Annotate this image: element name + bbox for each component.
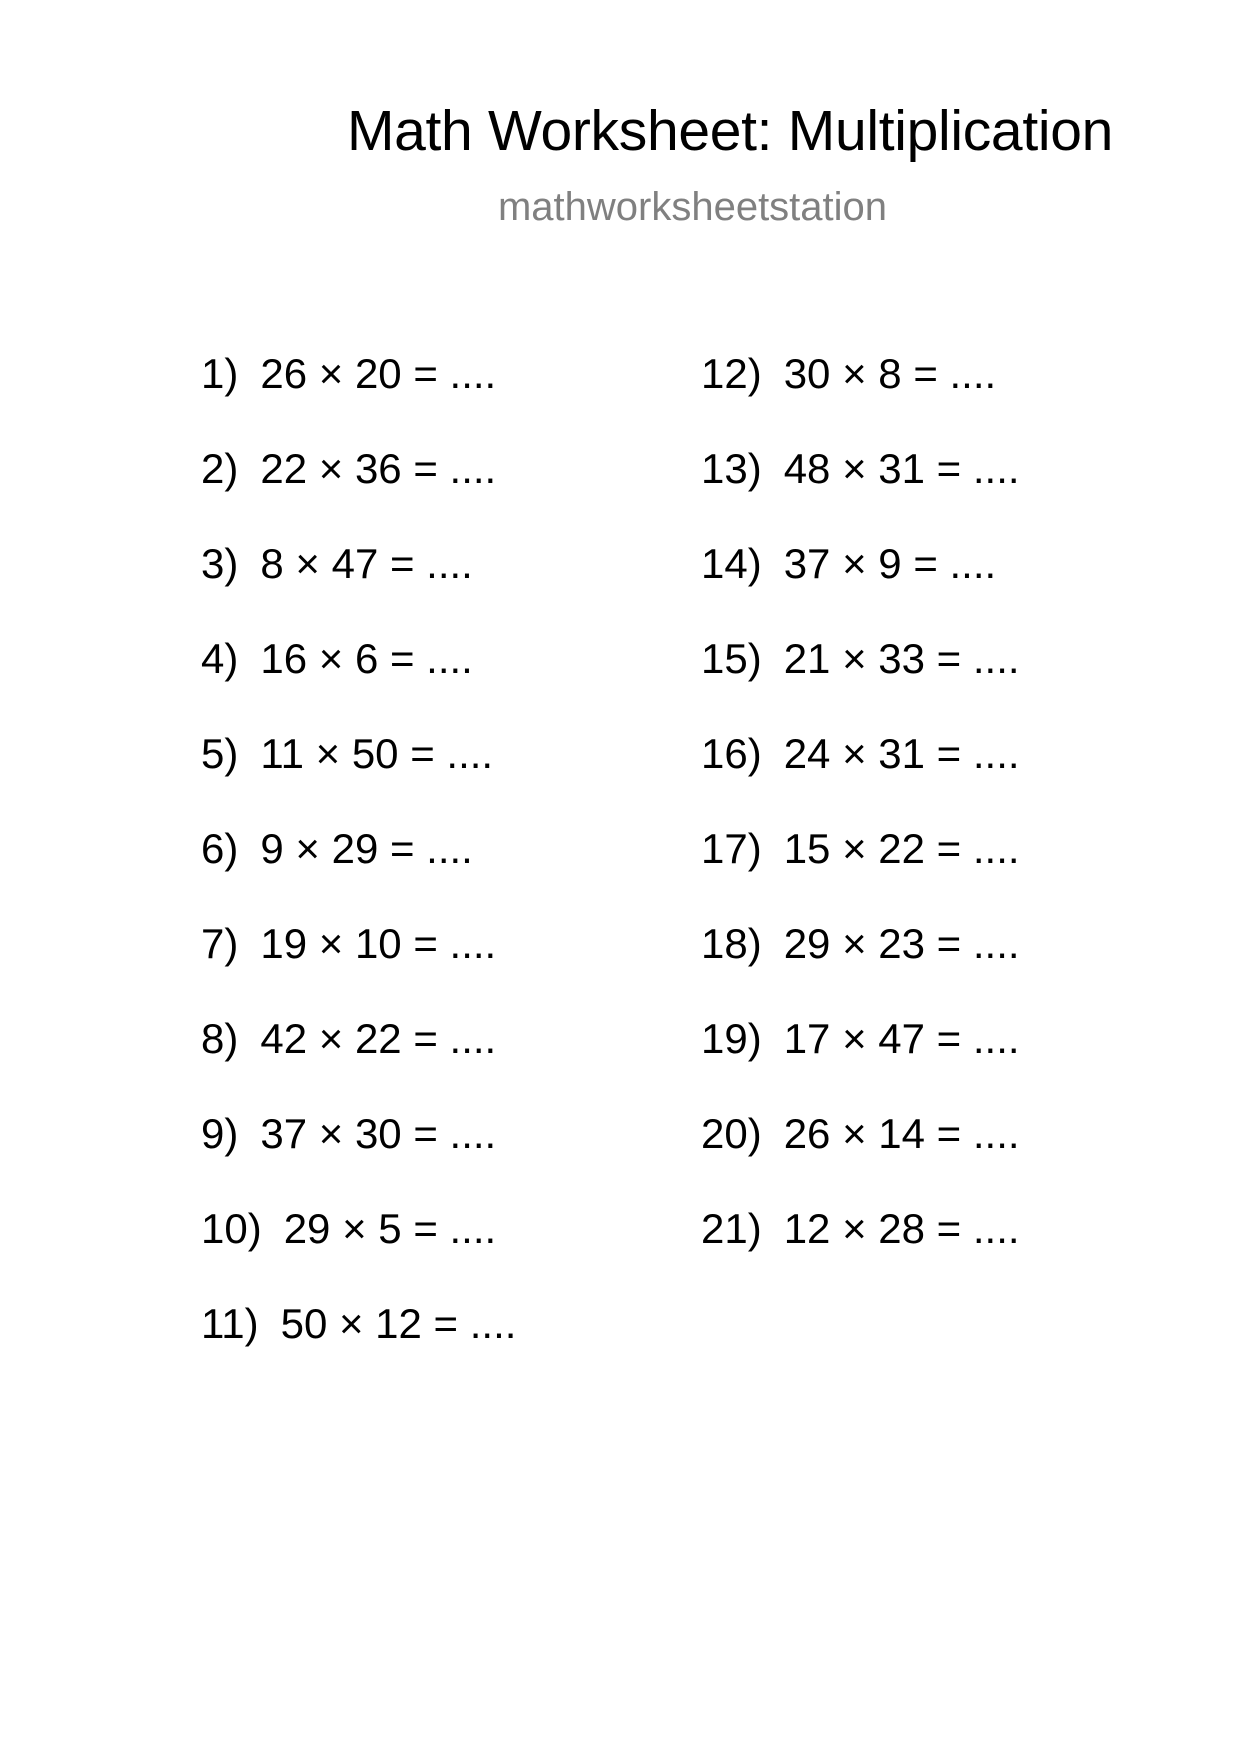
problem-item [201,1015,516,1110]
problem-number: 5) [201,730,239,777]
problem-expression: 22 × 36 = .... [260,445,497,492]
problem-number: 7) [201,920,239,967]
problem-item [701,540,1020,635]
problem-column-left [201,350,516,1395]
problem-number: 14) [701,540,762,587]
problem-number: 18) [701,920,762,967]
problem-number: 2) [201,445,239,492]
problem-item [701,730,1020,825]
problem-number: 1) [201,350,239,397]
page-title: Math Worksheet: Multiplication [346,99,1114,163]
problem-expression: 8 × 47 = .... [260,540,473,587]
problem-item [701,635,1020,730]
problem-number: 10) [201,1205,262,1252]
problem-number: 3) [201,540,239,587]
problem-number: 12) [701,350,762,397]
problem-number: 6) [201,825,239,872]
problem-number: 17) [701,825,762,872]
problem-expression: 16 × 6 = .... [260,635,473,682]
problem-item [701,1205,1020,1300]
problem-number: 19) [701,1015,762,1062]
problem-item [201,1205,516,1300]
problem-item [201,1300,516,1395]
problem-expression: 9 × 29 = .... [260,825,473,872]
problem-expression: 24 × 31 = .... [783,730,1020,777]
problem-item [201,920,516,1015]
problem-expression: 26 × 14 = .... [783,1110,1020,1157]
problem-number: 21) [701,1205,762,1252]
problem-item [201,540,516,635]
problem-number: 20) [701,1110,762,1157]
problem-expression: 30 × 8 = .... [783,350,997,397]
problem-item [701,1015,1020,1110]
problem-expression: 50 × 12 = .... [280,1300,517,1347]
problem-number: 16) [701,730,762,777]
problem-item [201,635,516,730]
problem-expression: 42 × 22 = .... [260,1015,497,1062]
problem-expression: 21 × 33 = .... [783,635,1020,682]
problem-item [201,825,516,920]
problem-expression: 37 × 30 = .... [260,1110,497,1157]
problem-item [701,920,1020,1015]
problem-item [701,445,1020,540]
problem-expression: 19 × 10 = .... [260,920,497,967]
problem-number: 13) [701,445,762,492]
problem-item [201,730,516,825]
problem-item [201,445,516,540]
problem-expression: 29 × 5 = .... [283,1205,497,1252]
problem-column-right [701,350,1020,1300]
problem-number: 8) [201,1015,239,1062]
problem-item [701,350,1020,445]
problem-item [701,1110,1020,1205]
problem-expression: 37 × 9 = .... [783,540,997,587]
problem-item [701,825,1020,920]
problem-number: 4) [201,635,239,682]
problem-number: 15) [701,635,762,682]
page-subtitle: mathworksheetstation [497,185,888,229]
problem-number: 11) [201,1300,259,1347]
problem-expression: 17 × 47 = .... [783,1015,1020,1062]
problem-item [201,1110,516,1205]
problem-expression: 26 × 20 = .... [260,350,497,397]
problem-expression: 11 × 50 = .... [260,730,494,777]
problem-expression: 48 × 31 = .... [783,445,1020,492]
problem-expression: 29 × 23 = .... [783,920,1020,967]
problem-expression: 15 × 22 = .... [783,825,1020,872]
problem-item [201,350,516,445]
problem-number: 9) [201,1110,239,1157]
problem-expression: 12 × 28 = .... [783,1205,1020,1252]
